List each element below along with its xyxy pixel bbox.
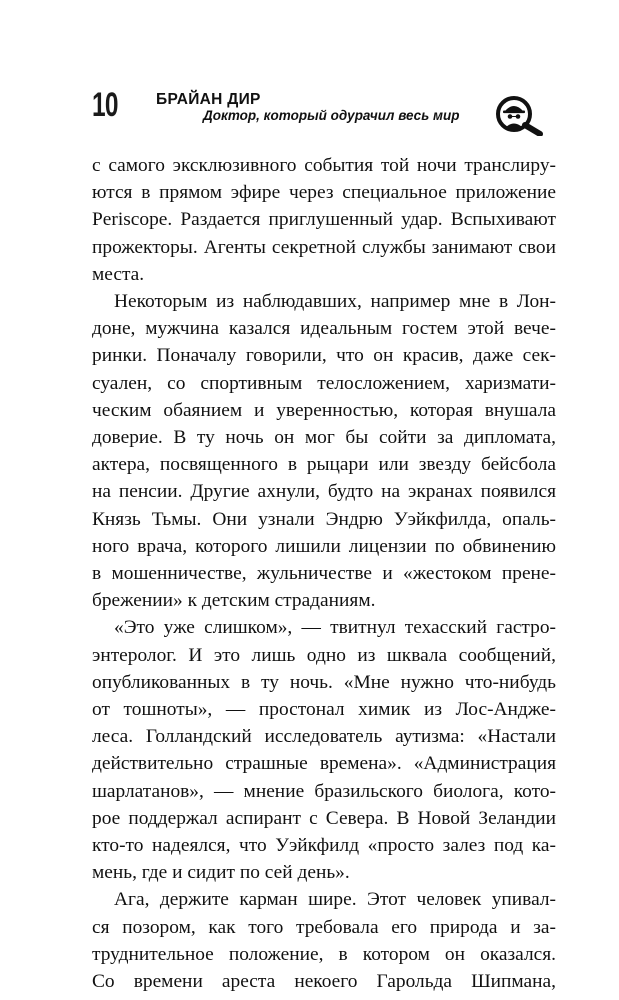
text-line: актера, посвященного в рыцари или звезду бейсбола [92, 454, 556, 476]
paragraph [92, 614, 556, 886]
text-line: «Это уже слишком», — твитнул техасский гастро- [114, 617, 556, 639]
text-line: энтеролог. И это лишь одно из шквала сообщений, [92, 644, 556, 666]
text-line: ринки. Поначалу говорили, что он красив, даже сек- [92, 345, 556, 367]
page-number: 10 [92, 86, 118, 124]
text-line: Со времени ареста некоего Гарольда Шипмана, [92, 971, 556, 993]
text-line: рое поддержал аспирант с Севера. В Новой Зеландии [92, 807, 556, 829]
text-line: действительно страшные времена». «Администрация [92, 753, 556, 775]
text-line: труднительное положение, в котором он оказался. [92, 943, 556, 965]
text-line: в мошенничестве, жульничестве и «жестоком пренe- [92, 563, 556, 585]
book-title: Доктор, который одурачил весь мир [203, 108, 460, 123]
text-line: опубликованных в ту ночь. «Мне нужно что-нибудь [92, 671, 556, 693]
text-line: от тошноты», — простонал химик из Лос-Андже- [92, 699, 556, 721]
text-line: доне, мужчина казался идеальным гостем этой вече- [92, 318, 556, 340]
text-line: брежении» к детским страданиям. [92, 590, 376, 612]
text-line: Ага, держите карман шире. Этот человек упивал- [114, 889, 556, 911]
text-line: кто-то надеялся, что Уэйкфилд «просто залез под ка- [92, 835, 556, 857]
text-line: шарлатанов», — мнение бразильского биолога, кото- [92, 780, 556, 802]
running-header [0, 0, 619, 140]
detective-magnifier-icon [494, 94, 548, 136]
text-line: леса. Голландский исследователь аутизма: «Настали [92, 726, 556, 748]
text-line: доверие. В ту ночь он мог бы сойти за дипломата, [92, 427, 556, 449]
text-line: Periscope. Раздается приглушенный удар. Вспыхивают [92, 209, 556, 231]
text-line: места. [92, 263, 145, 285]
text-line: ются в прямом эфире через специальное приложение [92, 182, 556, 204]
body-text [92, 152, 556, 995]
author-name: БРАЙАН ДИР [156, 91, 261, 108]
paragraph [92, 288, 556, 614]
text-line: суален, со спортивным телосложением, харизмати- [92, 372, 556, 394]
text-line: ного врача, которого лишили лицензии по обвинению [92, 535, 556, 557]
text-line: с самого эксклюзивного события той ночи транслиру- [92, 155, 556, 176]
text-line: ческим обаянием и уверенностью, которая внушала [92, 399, 556, 421]
paragraph [92, 152, 556, 288]
paragraph [92, 886, 556, 995]
text-line: на пенсии. Другие ахнули, будто на экранах появился [92, 481, 556, 503]
text-line: ся позором, как того требовала его природа и за- [92, 916, 556, 938]
text-line: мень, где и сидит по сей день». [92, 862, 350, 884]
text-line: Некоторым из наблюдавших, например мне в Лон- [114, 291, 556, 313]
text-line: Князь Тьмы. Они узнали Эндрю Уэйкфилда, опаль- [92, 508, 556, 530]
text-line: прожекторы. Агенты секретной службы занимают свои [92, 236, 556, 258]
